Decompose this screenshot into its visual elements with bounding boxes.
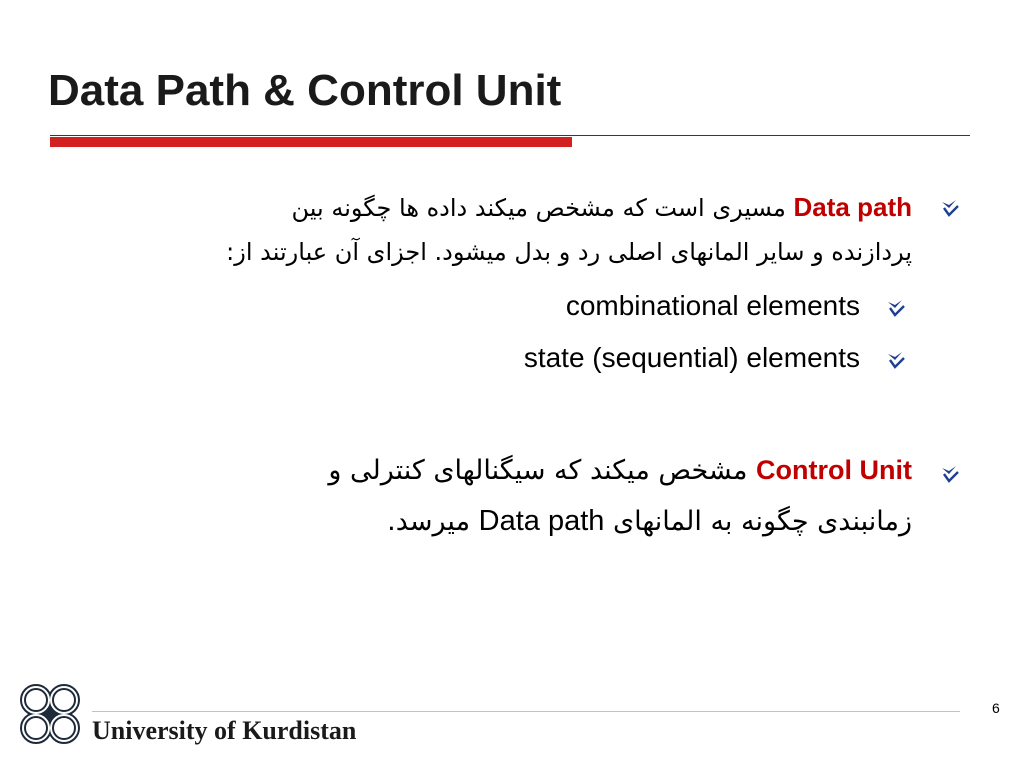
arrow-check-bullet-icon (938, 462, 960, 484)
sub-bullet-combinational: combinational elements (565, 290, 860, 321)
control-unit-definition-part3: میرسد. (387, 506, 471, 537)
page-number: 6 (992, 700, 1000, 716)
title-divider-thin (50, 135, 970, 136)
control-unit-definition-part1: مشخص میکند که سیگنالهای کنترلی و (328, 455, 748, 486)
footer-divider (92, 711, 960, 712)
bullet-datapath-line1 (292, 192, 912, 223)
arrow-check-bullet-icon (938, 196, 960, 218)
slide-title: Data Path & Control Unit (48, 66, 562, 115)
sub-bullet-state: state (sequential) elements (523, 342, 860, 373)
control-unit-term: Control Unit (756, 455, 912, 485)
bullet-control-unit-line2 (387, 505, 912, 538)
datapath-term: Data path (793, 192, 912, 222)
bullet-control-unit-line1 (328, 455, 912, 486)
footer-institution: University of Kurdistan (92, 716, 357, 745)
datapath-definition-part1: مسیری است که مشخص میکند داده ها چگونه بین (291, 194, 786, 222)
datapath-inline-term: Data path (478, 505, 605, 537)
arrow-check-bullet-icon (884, 296, 906, 318)
university-logo (14, 678, 86, 750)
control-unit-definition-part2: زمانبندی چگونه به المانهای (612, 506, 912, 537)
bullet-datapath-line2: پردازنده و سایر المانهای اصلی رد و بدل میشود. اجزای آن عبارتند از: (226, 238, 912, 266)
arrow-check-bullet-icon (884, 348, 906, 370)
title-divider-thick (50, 137, 572, 147)
